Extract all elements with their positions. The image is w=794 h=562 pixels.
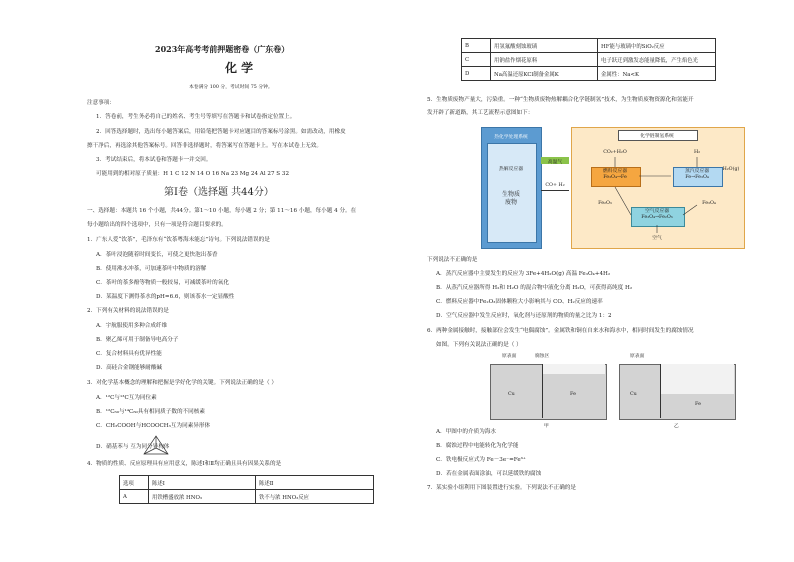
q2-stem: 2．下列有关材料的说法错误的是 — [87, 308, 169, 314]
q3-option-d: D．硝基苯与 互为同分异构体 — [96, 444, 170, 450]
table-row — [462, 67, 716, 81]
right-corrosion-area — [660, 364, 734, 394]
q5-ask: 下列说法不正确的是 — [427, 257, 478, 263]
atomic-masses: 可能用到的相对原子质量：H 1 C 12 N 14 O 16 Na 23 Mg 24 Al 27 S 32 — [96, 171, 290, 177]
table-row — [462, 39, 716, 53]
steam-reactor-label: 蒸汽反应器 Fe→Fe₃O₄ — [685, 169, 709, 181]
q1-option-a: A．茶叶浸泡随着时间变长，可使之更快泡出茶香 — [96, 252, 218, 258]
left-cu-label: Cu — [508, 392, 515, 397]
notes-item: 擦干净后，再选涂其他答案标号。回答非选择题时，将答案写在答题卡上。写在本试卷上无效。 — [87, 143, 322, 149]
q3-option-a: A．¹²C与¹³C互为同位素 — [96, 395, 157, 401]
co2-label: CO₂+H₂O — [603, 150, 627, 155]
q2-option-d: D．高硅合金钢能够耐酸碱 — [96, 365, 163, 371]
q4-table — [119, 475, 374, 504]
table-cell: HF能与玻璃中的SiO₂反应 — [598, 39, 716, 53]
table-cell: A — [120, 490, 149, 504]
table-cell: 用钠盐作烟花原料 — [491, 53, 598, 67]
table-row — [120, 490, 374, 504]
q5-option-b: B．从蒸汽反应器所得 H₂和 H₂O 的混合物中液化分离 H₂O，可获得高纯度 H₂ — [436, 285, 633, 291]
air-label: 空气 — [652, 236, 662, 241]
air-reactor-label: 空气反应器 Fe₃O₄→Fe₂O₃ — [641, 209, 673, 221]
q6-stem: 如图。下列有关说法正确的是（ ） — [436, 342, 522, 348]
q4-table-continued — [461, 38, 716, 81]
q7-stem: 7．某实验小组利用下图装置进行实验。下列说法不正确的是 — [427, 485, 576, 491]
table-header-row — [120, 476, 374, 490]
h2-label: H₂ — [693, 150, 701, 155]
left-surface-label: 原表面 — [502, 354, 517, 359]
heat-label: 高温气 — [547, 160, 563, 165]
table-cell: 用铁槽盛放浓 HNO₃ — [149, 490, 256, 504]
fe3o4-label: Fe₃O₄ — [702, 201, 716, 206]
q3-stem: 3．对化学基本概念的理解和把握是学好化学的关键。下列说法正确的是（ ） — [87, 380, 277, 386]
table-cell: C — [462, 53, 491, 67]
q6-option-c: C．铁电极反应式为 Fe－3e⁻=Fe³⁺ — [436, 457, 526, 463]
table-cell: B — [462, 39, 491, 53]
q1-option-d: D．某温度下测得茶水的pH=6.6，则该茶水一定显酸性 — [96, 294, 235, 300]
q3-option-b: B．¹²C₆₀与¹⁴C₆₀具有相同质子数的不同核素 — [96, 409, 205, 415]
jia-label: 甲 — [544, 424, 549, 429]
gas-label: CO+ H₂ — [545, 183, 565, 188]
corrosion-figure — [490, 352, 736, 428]
q1-option-c: C．茶叶的茶多酚等物质一般较易，可减缓茶叶的氧化 — [96, 280, 229, 286]
q5-option-a: A．蒸汽反应器中主要发生的反应为 3Fe+4H₂O(g) 高温 Fe₃O₄+4H₂ — [436, 271, 611, 277]
right-divider — [660, 364, 661, 418]
q2-option-b: B．聚乙烯可用于制备导电高分子 — [96, 337, 179, 343]
table-row — [462, 53, 716, 67]
q2-option-a: A．宇航服使用多种合成纤维 — [96, 323, 168, 329]
section-instructions: 每小题给出的四个选项中，只有一项是符合题目要求的。 — [87, 222, 227, 228]
table-cell: 电子跃迁到激发态能量降低，产生焰色光 — [598, 53, 716, 67]
table-cell: 金属性：Na<K — [598, 67, 716, 81]
right-surface-label: 原表面 — [630, 354, 645, 359]
table-header: 陈述Ⅰ — [149, 476, 256, 490]
reactor-label: 热解反应器 — [499, 167, 523, 172]
q5-stem: 5．生物质废物产量大，污染重。一种“生物质废物热解耦合化学链制氢”技术，为生物质废物资源化和氢能开 — [427, 97, 694, 103]
q6-option-a: A．甲图中的介质为海水 — [436, 429, 496, 435]
q4-stem: 4．物质的性质、反应原理具有应用意义，陈述Ⅰ和Ⅱ均正确且具有因果关系的是 — [87, 461, 282, 467]
q5-option-c: C．燃料反应器中Fe₂O₃固体颗粒大小影响其与 CO、H₂反应的速率 — [436, 299, 603, 305]
notes-item: 3．考试结束后，将本试卷和答题卡一并交回。 — [96, 157, 212, 163]
left-fe-label: Fe — [570, 392, 576, 397]
process-diagram — [481, 127, 746, 249]
diagram-arrows — [481, 127, 746, 249]
right-title: 化学链制氢系统 — [640, 134, 674, 139]
left-divider — [542, 364, 543, 418]
prismane-structure-icon — [141, 432, 171, 458]
section-title: 第Ⅰ卷（选择题 共44分） — [164, 187, 274, 198]
notes-item: 1．答卷前，考生务必将自己的姓名、考生号等填写在答题卡和试卷指定位置上。 — [96, 114, 296, 120]
q3-option-c: C．CH₃COOH与HCOOCH₃互为同素异形体 — [96, 423, 211, 429]
left-corrosion-label: 腐蚀区 — [535, 354, 550, 359]
q6-stem: 6．两种金属接触时，接触部位会发生“电偶腐蚀”。金属铁和铜在自来水和海水中，相同时间发生的腐蚀情况 — [427, 328, 694, 334]
notes-heading: 注意事项： — [87, 100, 115, 106]
table-header: 选项 — [120, 476, 149, 490]
fe2o3-label: Fe₂O₃ — [598, 201, 612, 206]
q1-stem: 1．广东人爱“饮茶”，毛泽东有“饮茶粤海未能忘”诗句。下列说法错误的是 — [87, 237, 270, 243]
q6-option-d: D．若在金属表面涂油，可以延缓铁的腐蚀 — [436, 471, 542, 477]
notes-item: 2．回答选择题时，选出每小题答案后，用铅笔把答题卡对应题目的答案标号涂黑。如需改动，用橡皮 — [96, 129, 346, 135]
q6-option-b: B．腐蚀过程中电能转化为化学能 — [436, 443, 519, 449]
yi-label: 乙 — [674, 424, 679, 429]
subject-title: 化 学 — [225, 61, 254, 75]
q5-stem: 发开辟了新道路，其工艺流程示意图如下： — [427, 110, 534, 116]
exam-title: 2023年高考考前押题密卷（广东卷） — [155, 44, 290, 54]
exam-meta: 本卷满分 100 分，考试时间 75 分钟。 — [189, 85, 273, 90]
table-cell: D — [462, 67, 491, 81]
q1-option-b: B．使用沸水冲茶，可加速茶叶中物质的溶解 — [96, 266, 207, 272]
table-cell: 铁不与浓 HNO₃反应 — [256, 490, 374, 504]
left-title: 热化学处理系统 — [494, 135, 528, 140]
q5-option-d: D．空气反应器中发生反应时，氧化剂与还原剂的物质的量之比为 1：2 — [436, 313, 612, 319]
q2-option-c: C．复合材料具有优异性能 — [96, 351, 162, 357]
right-cu-label: Cu — [630, 392, 637, 397]
h2o-label: H₂O(g) — [722, 167, 740, 172]
table-header: 陈述Ⅱ — [256, 476, 374, 490]
table-cell: Na高温还原KCl制备金属K — [491, 67, 598, 81]
right-fe-label: Fe — [695, 402, 701, 407]
fuel-reactor-label: 燃料反应器 Fe₃O₄→Fe — [603, 169, 627, 181]
table-cell: 用氢氟酸刻蚀玻璃 — [491, 39, 598, 53]
waste-label: 生物质 废物 — [501, 191, 520, 206]
section-instructions: 一、选择题：本题共 16 个小题，共44分。第1～10 小题，每小题 2 分；第 11～16 小题，每小题 4 分。在 — [87, 208, 357, 214]
left-corrosion-area — [542, 364, 605, 374]
